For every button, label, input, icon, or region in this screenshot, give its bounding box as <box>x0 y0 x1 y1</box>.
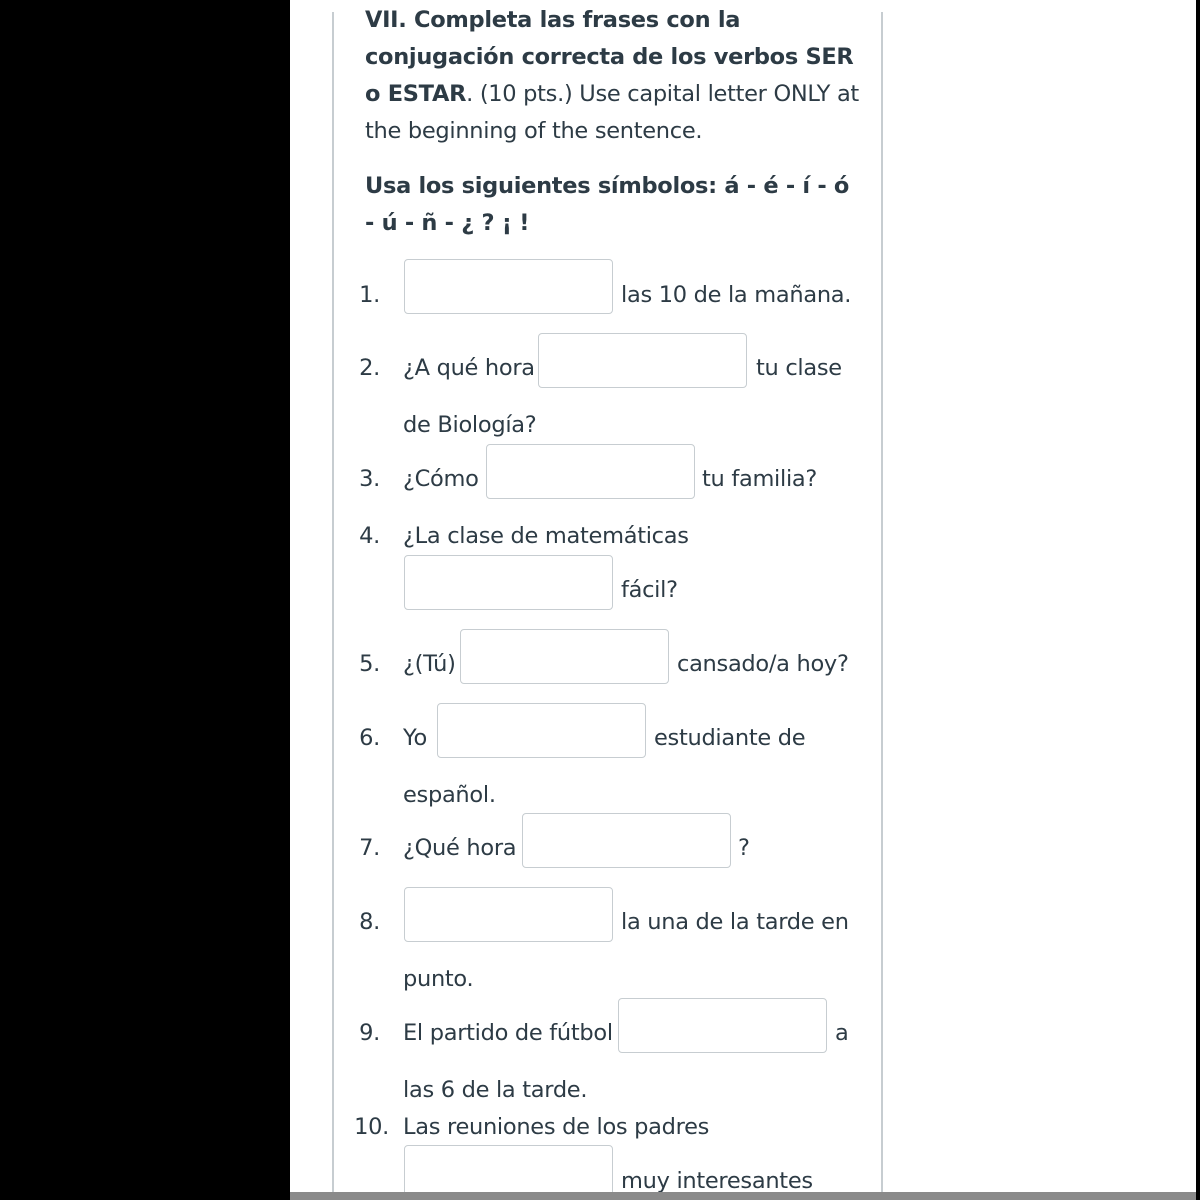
question-6-answer-input[interactable] <box>437 703 646 758</box>
question-10-number: 10. <box>354 1114 389 1140</box>
question-5-number: 5. <box>359 651 380 677</box>
page-bottom-edge <box>290 1192 1196 1200</box>
question-4-answer-input[interactable] <box>404 555 613 610</box>
question-5-after-text: cansado/a hoy? <box>677 651 849 677</box>
question-6-after-text: estudiante de <box>654 725 806 751</box>
question-9-before-text: El partido de fútbol <box>403 1020 613 1046</box>
question-7-number: 7. <box>359 835 380 861</box>
question-7-answer-input[interactable] <box>522 813 731 868</box>
question-7-after-text: ? <box>738 835 750 861</box>
question-9-answer-input[interactable] <box>618 998 827 1053</box>
question-3-answer-input[interactable] <box>486 444 695 499</box>
question-1-answer-input[interactable] <box>404 259 613 314</box>
question-9-number: 9. <box>359 1020 380 1046</box>
question-2-before-text: ¿A qué hora <box>403 355 535 381</box>
question-1-after-text: las 10 de la mañana. <box>621 282 852 308</box>
quiz-page <box>290 0 1196 1192</box>
question-4-after-text: fácil? <box>621 577 678 603</box>
question-5-before-text: ¿(Tú) <box>403 651 456 677</box>
question-8-continuation-text: punto. <box>403 966 474 992</box>
question-5-answer-input[interactable] <box>460 629 669 684</box>
question-6-continuation-text: español. <box>403 782 496 808</box>
question-7-before-text: ¿Qué hora <box>403 835 517 861</box>
question-10-answer-input[interactable] <box>404 1145 613 1192</box>
question-8-answer-input[interactable] <box>404 887 613 942</box>
question-4-number: 4. <box>359 523 380 549</box>
question-3-before-text: ¿Cómo <box>403 466 479 492</box>
question-10-after-text: muy interesantes <box>621 1168 813 1192</box>
question-6-before-text: Yo <box>403 725 427 751</box>
instructions-bold: VII. Completa las frases con la conjugación correcta de los verbos SER o ESTAR <box>365 7 854 107</box>
question-2-continuation-text: de Biología? <box>403 412 537 438</box>
question-8-after-text: la una de la tarde en <box>621 909 849 935</box>
question-3-after-text: tu familia? <box>702 466 818 492</box>
question-4-before-text: ¿La clase de matemáticas <box>403 523 689 549</box>
instructions <box>365 2 865 150</box>
question-10-before-text: Las reuniones de los padres <box>403 1114 710 1140</box>
question-9-continuation-text: las 6 de la tarde. <box>403 1077 588 1103</box>
question-2-answer-input[interactable] <box>538 333 747 388</box>
question-1-number: 1. <box>359 282 380 308</box>
question-8-number: 8. <box>359 909 380 935</box>
question-3-number: 3. <box>359 466 380 492</box>
symbols-hint: Usa los siguientes símbolos: á - é - í - ó - ú - ñ - ¿ ? ¡ ! <box>365 173 850 236</box>
content-left-border <box>332 12 334 1192</box>
instructions-rest: . (10 pts.) Use capital letter ONLY at the beginning of the sentence. <box>365 81 859 144</box>
content-right-border <box>881 12 883 1192</box>
question-2-after-text: tu clase <box>756 355 842 381</box>
question-6-number: 6. <box>359 725 380 751</box>
question-9-after-text: a <box>835 1020 849 1046</box>
question-2-number: 2. <box>359 355 380 381</box>
